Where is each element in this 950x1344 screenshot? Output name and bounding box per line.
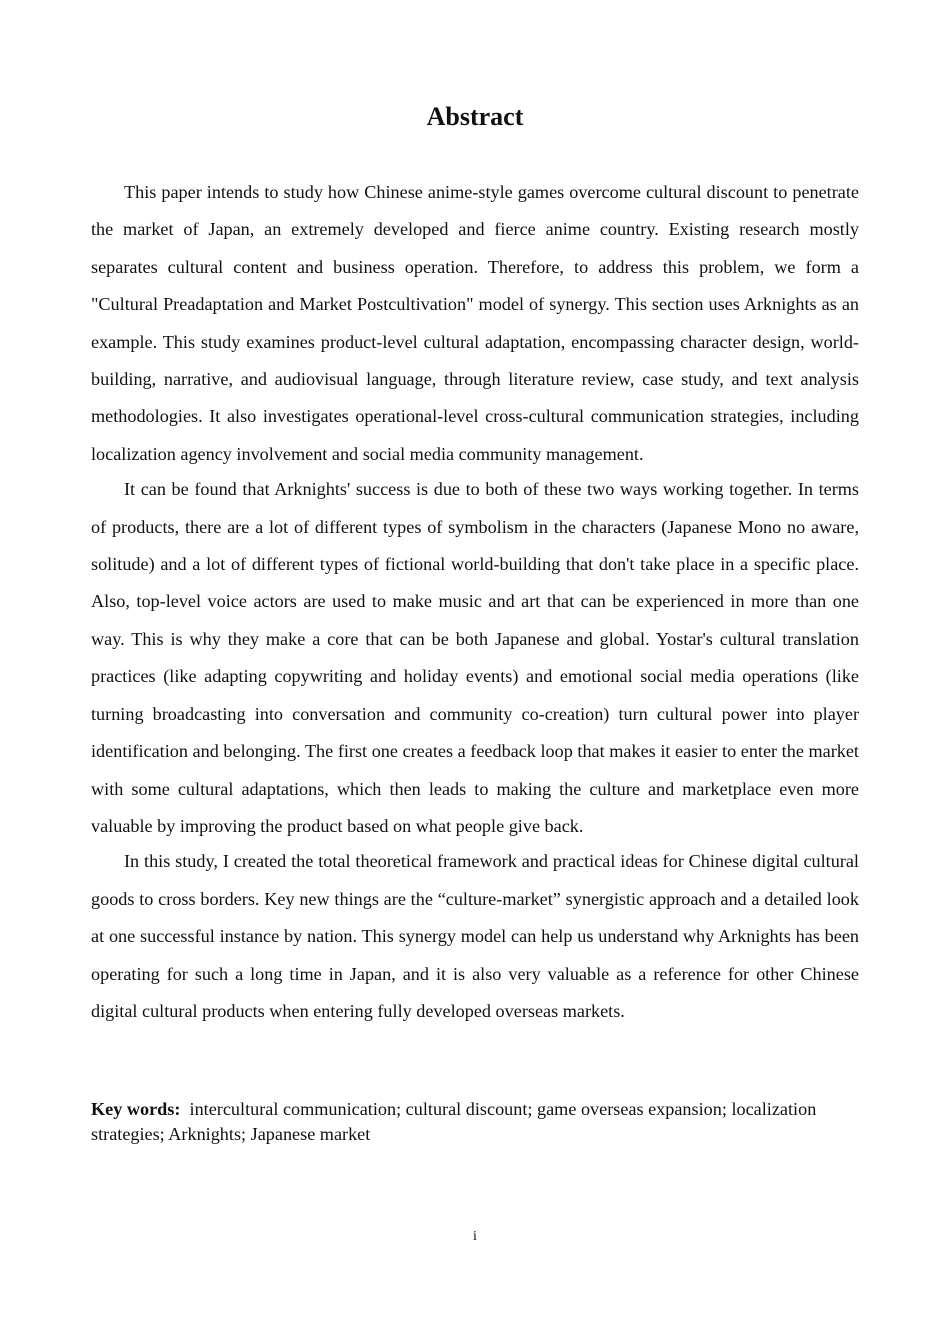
page-number: i	[473, 1229, 477, 1244]
abstract-paragraph-2: It can be found that Arknights' success is due to both of these two ways working together. In terms of products, there are a lot of different types of symbolism in the characters (Japanese Mono no aware, solitude) and a lot of different types of fictional world-building that don't take place in a specific place. Also, top-level voice actors are used to make music and art that can be experienced in more than one way. This is why they make a core that can be both Japanese and global. Yostar's cultural translation practices (like adapting copywriting and holiday events) and emotional social media operations (like turning broadcasting into conversation and community co-creation) turn cultural power into player identification and belonging. The first one creates a feedback loop that makes it easier to enter the market with some cultural adaptations, which then leads to making the culture and marketplace even more valuable by improving the product based on what people give back.	[91, 479, 859, 836]
abstract-body	[91, 174, 859, 1028]
keywords-label: Key words:	[91, 1099, 181, 1119]
abstract-paragraph-3: In this study, I created the total theoretical framework and practical ideas for Chinese digital cultural goods to cross borders. Key new things are the “culture-market” synergistic approach and a detailed look at one successful instance by nation. This synergy model can help us understand why Arknights has been operating for such a long time in Japan, and it is also very valuable as a reference for other Chinese digital cultural products when entering fully developed overseas markets.	[91, 851, 859, 1021]
abstract-paragraph-1: This paper intends to study how Chinese anime-style games overcome cultural discount to penetrate the market of Japan, an extremely developed and fierce anime country. Existing research mostly separates cultural content and business operation. Therefore, to address this problem, we form a "Cultural Preadaptation and Market Postcultivation" model of synergy. This section uses Arknights as an example. This study examines product-level cultural adaptation, encompassing character design, world-building, narrative, and audiovisual language, through literature review, case study, and text analysis methodologies. It also investigates operational-level cross-cultural communication strategies, including localization agency involvement and social media community management.	[91, 182, 859, 464]
keywords-section	[91, 1097, 861, 1147]
keywords-text: intercultural communication; cultural discount; game overseas expansion; localization strategies; Arknights; Japanese market	[91, 1099, 817, 1144]
abstract-title: Abstract	[426, 102, 524, 131]
